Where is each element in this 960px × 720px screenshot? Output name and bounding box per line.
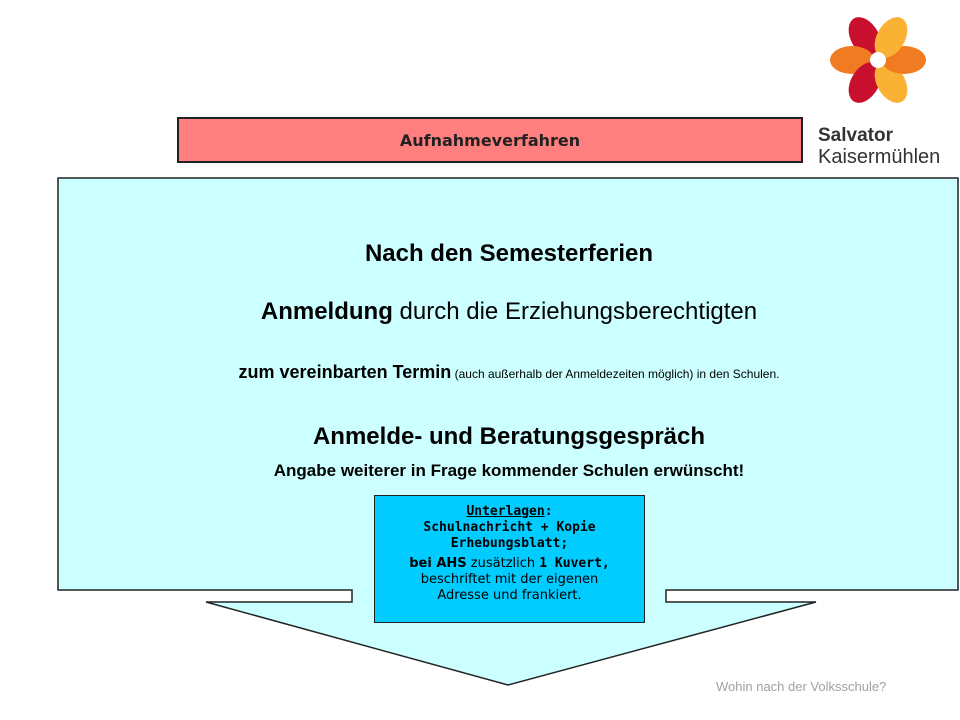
registration-line <box>60 298 958 326</box>
documents-item-2-text: Erhebungsblatt; <box>450 536 569 551</box>
brand-name: Salvator <box>818 125 893 146</box>
appointment-note: (auch außerhalb der Anmeldezeiten möglich) in den Schulen. <box>451 367 780 381</box>
registration-rest: durch die Erziehungsberechtigten <box>392 298 758 325</box>
documents-item-1-text: Schulnachricht + Kopie <box>423 520 596 535</box>
appointment-bold: zum vereinbarten Termin <box>238 362 452 382</box>
ahs-text: AHS <box>436 556 467 571</box>
documents-colon: : <box>544 504 553 519</box>
documents-item-2 <box>375 536 644 552</box>
documents-label-line <box>375 504 644 520</box>
footer-caption: Wohin nach der Volksschule? <box>716 679 887 694</box>
ahs-pre: bei <box>409 556 437 571</box>
kuvert-text: 1 Kuvert, <box>539 556 610 571</box>
ahs-mid: zusätzlich <box>466 556 540 571</box>
registration-bold: Anmeldung <box>260 298 393 325</box>
documents-label: Unterlagen <box>466 504 545 519</box>
documents-box <box>374 495 645 623</box>
documents-item-1 <box>375 520 644 536</box>
salvator-logo <box>822 10 934 110</box>
documents-item-5: Adresse und frankiert. <box>437 588 582 603</box>
header-title-bar <box>177 117 803 163</box>
header-title: Aufnahmeverfahren <box>399 130 581 150</box>
other-schools-note: Angabe weiterer in Frage kommender Schulen erwünscht! <box>273 461 745 480</box>
documents-ahs-line <box>375 556 644 572</box>
brand-subtitle: Kaisermühlen <box>818 146 941 168</box>
semester-heading: Nach den Semesterferien <box>364 240 654 267</box>
appointment-line <box>60 362 958 383</box>
consultation-heading: Anmelde- und Beratungsgespräch <box>312 423 706 450</box>
documents-item-4: beschriftet mit der eigenen <box>420 572 599 587</box>
